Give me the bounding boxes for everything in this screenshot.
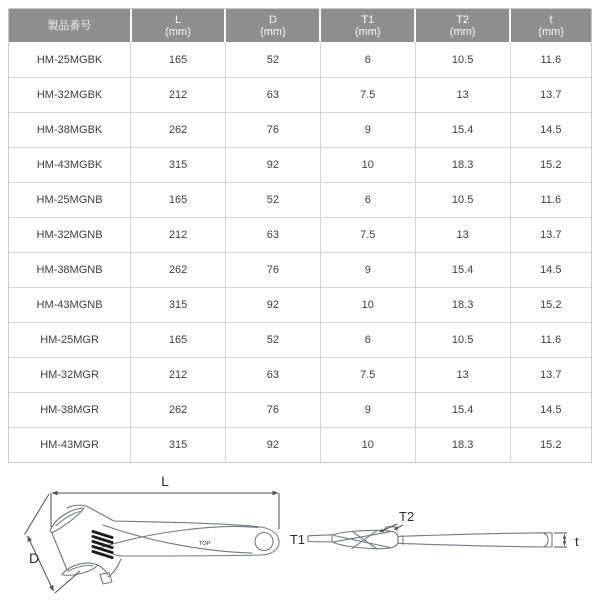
- value-cell: 52: [225, 43, 320, 78]
- value-cell: 10.5: [415, 323, 510, 358]
- table-row: [9, 43, 591, 78]
- table-row: [9, 183, 591, 218]
- value-cell: 11.6: [510, 183, 591, 218]
- value-cell: 18.3: [415, 288, 510, 323]
- table-row: [9, 253, 591, 288]
- table-row: [9, 218, 591, 253]
- col-header-t: t (mm): [510, 9, 591, 43]
- value-cell: 14.5: [510, 113, 591, 148]
- value-cell: 15.4: [415, 393, 510, 428]
- value-cell: 52: [225, 323, 320, 358]
- value-cell: 315: [131, 288, 226, 323]
- value-cell: 15.4: [415, 113, 510, 148]
- product-code-cell: HM-32MGR: [9, 358, 131, 393]
- value-cell: 63: [225, 218, 320, 253]
- value-cell: 92: [225, 288, 320, 323]
- value-cell: 13.7: [510, 358, 591, 393]
- value-cell: 165: [131, 183, 226, 218]
- value-cell: 18.3: [415, 148, 510, 183]
- label-L: L: [161, 473, 169, 489]
- product-code-cell: HM-25MGR: [9, 323, 131, 358]
- product-code-cell: HM-43MGNB: [9, 288, 131, 323]
- col-header-T2: T2 (mm): [415, 9, 510, 43]
- wrench-side-view: [50, 505, 279, 584]
- value-cell: 18.3: [415, 428, 510, 463]
- value-cell: 14.5: [510, 393, 591, 428]
- table-row: [9, 78, 591, 113]
- product-code-cell: HM-32MGBK: [9, 78, 131, 113]
- value-cell: 10: [320, 428, 415, 463]
- value-cell: 7.5: [320, 358, 415, 393]
- product-code-cell: HM-43MGR: [9, 428, 131, 463]
- col-header-L: L (mm): [131, 9, 226, 43]
- value-cell: 13.7: [510, 218, 591, 253]
- table-row: [9, 148, 591, 183]
- value-cell: 6: [320, 43, 415, 78]
- product-code-cell: HM-38MGBK: [9, 113, 131, 148]
- brand-logo: TOP: [199, 541, 211, 547]
- value-cell: 10: [320, 288, 415, 323]
- value-cell: 10.5: [415, 43, 510, 78]
- value-cell: 13: [415, 218, 510, 253]
- table-row: [9, 393, 591, 428]
- value-cell: 7.5: [320, 218, 415, 253]
- value-cell: 52: [225, 183, 320, 218]
- table-row: [9, 113, 591, 148]
- label-t: t: [575, 534, 579, 549]
- value-cell: 262: [131, 393, 226, 428]
- value-cell: 63: [225, 358, 320, 393]
- col-header-T1: T1 (mm): [320, 9, 415, 43]
- table-row: [9, 358, 591, 393]
- value-cell: 92: [225, 428, 320, 463]
- value-cell: 212: [131, 78, 226, 113]
- value-cell: 63: [225, 78, 320, 113]
- value-cell: 11.6: [510, 323, 591, 358]
- product-code-cell: HM-32MGNB: [9, 218, 131, 253]
- product-code-cell: HM-38MGNB: [9, 253, 131, 288]
- product-code-cell: HM-25MGNB: [9, 183, 131, 218]
- value-cell: 14.5: [510, 253, 591, 288]
- value-cell: 9: [320, 393, 415, 428]
- label-T2: T2: [399, 509, 415, 524]
- value-cell: 92: [225, 148, 320, 183]
- hang-hole: [255, 533, 273, 551]
- table-body: [9, 43, 591, 463]
- value-cell: 6: [320, 183, 415, 218]
- value-cell: 76: [225, 113, 320, 148]
- col-header-D: D (mm): [225, 9, 320, 43]
- value-cell: 11.6: [510, 43, 591, 78]
- value-cell: 262: [131, 253, 226, 288]
- value-cell: 76: [225, 393, 320, 428]
- spec-table: [9, 9, 591, 462]
- value-cell: 315: [131, 428, 226, 463]
- value-cell: 315: [131, 148, 226, 183]
- value-cell: 15.4: [415, 253, 510, 288]
- dimension-diagram: [0, 465, 600, 600]
- value-cell: 13.7: [510, 78, 591, 113]
- value-cell: 165: [131, 323, 226, 358]
- value-cell: 7.5: [320, 78, 415, 113]
- value-cell: 15.2: [510, 288, 591, 323]
- value-cell: 212: [131, 218, 226, 253]
- table-row: [9, 288, 591, 323]
- value-cell: 212: [131, 358, 226, 393]
- table-row: [9, 323, 591, 358]
- value-cell: 9: [320, 253, 415, 288]
- value-cell: 15.2: [510, 428, 591, 463]
- value-cell: 15.2: [510, 148, 591, 183]
- value-cell: 9: [320, 113, 415, 148]
- value-cell: 76: [225, 253, 320, 288]
- spec-table-frame: [8, 8, 592, 463]
- value-cell: 262: [131, 113, 226, 148]
- value-cell: 10: [320, 148, 415, 183]
- header-row: [9, 9, 591, 43]
- product-code-cell: HM-38MGR: [9, 393, 131, 428]
- label-T1: T1: [289, 532, 305, 547]
- value-cell: 13: [415, 358, 510, 393]
- value-cell: 13: [415, 78, 510, 113]
- product-code-cell: HM-25MGBK: [9, 43, 131, 78]
- label-D: D: [28, 550, 40, 566]
- wrench-top-view: [308, 527, 552, 549]
- product-code-cell: HM-43MGBK: [9, 148, 131, 183]
- col-header-product-number: 製品番号: [9, 9, 131, 43]
- value-cell: 165: [131, 43, 226, 78]
- value-cell: 6: [320, 323, 415, 358]
- value-cell: 10.5: [415, 183, 510, 218]
- table-row: [9, 428, 591, 463]
